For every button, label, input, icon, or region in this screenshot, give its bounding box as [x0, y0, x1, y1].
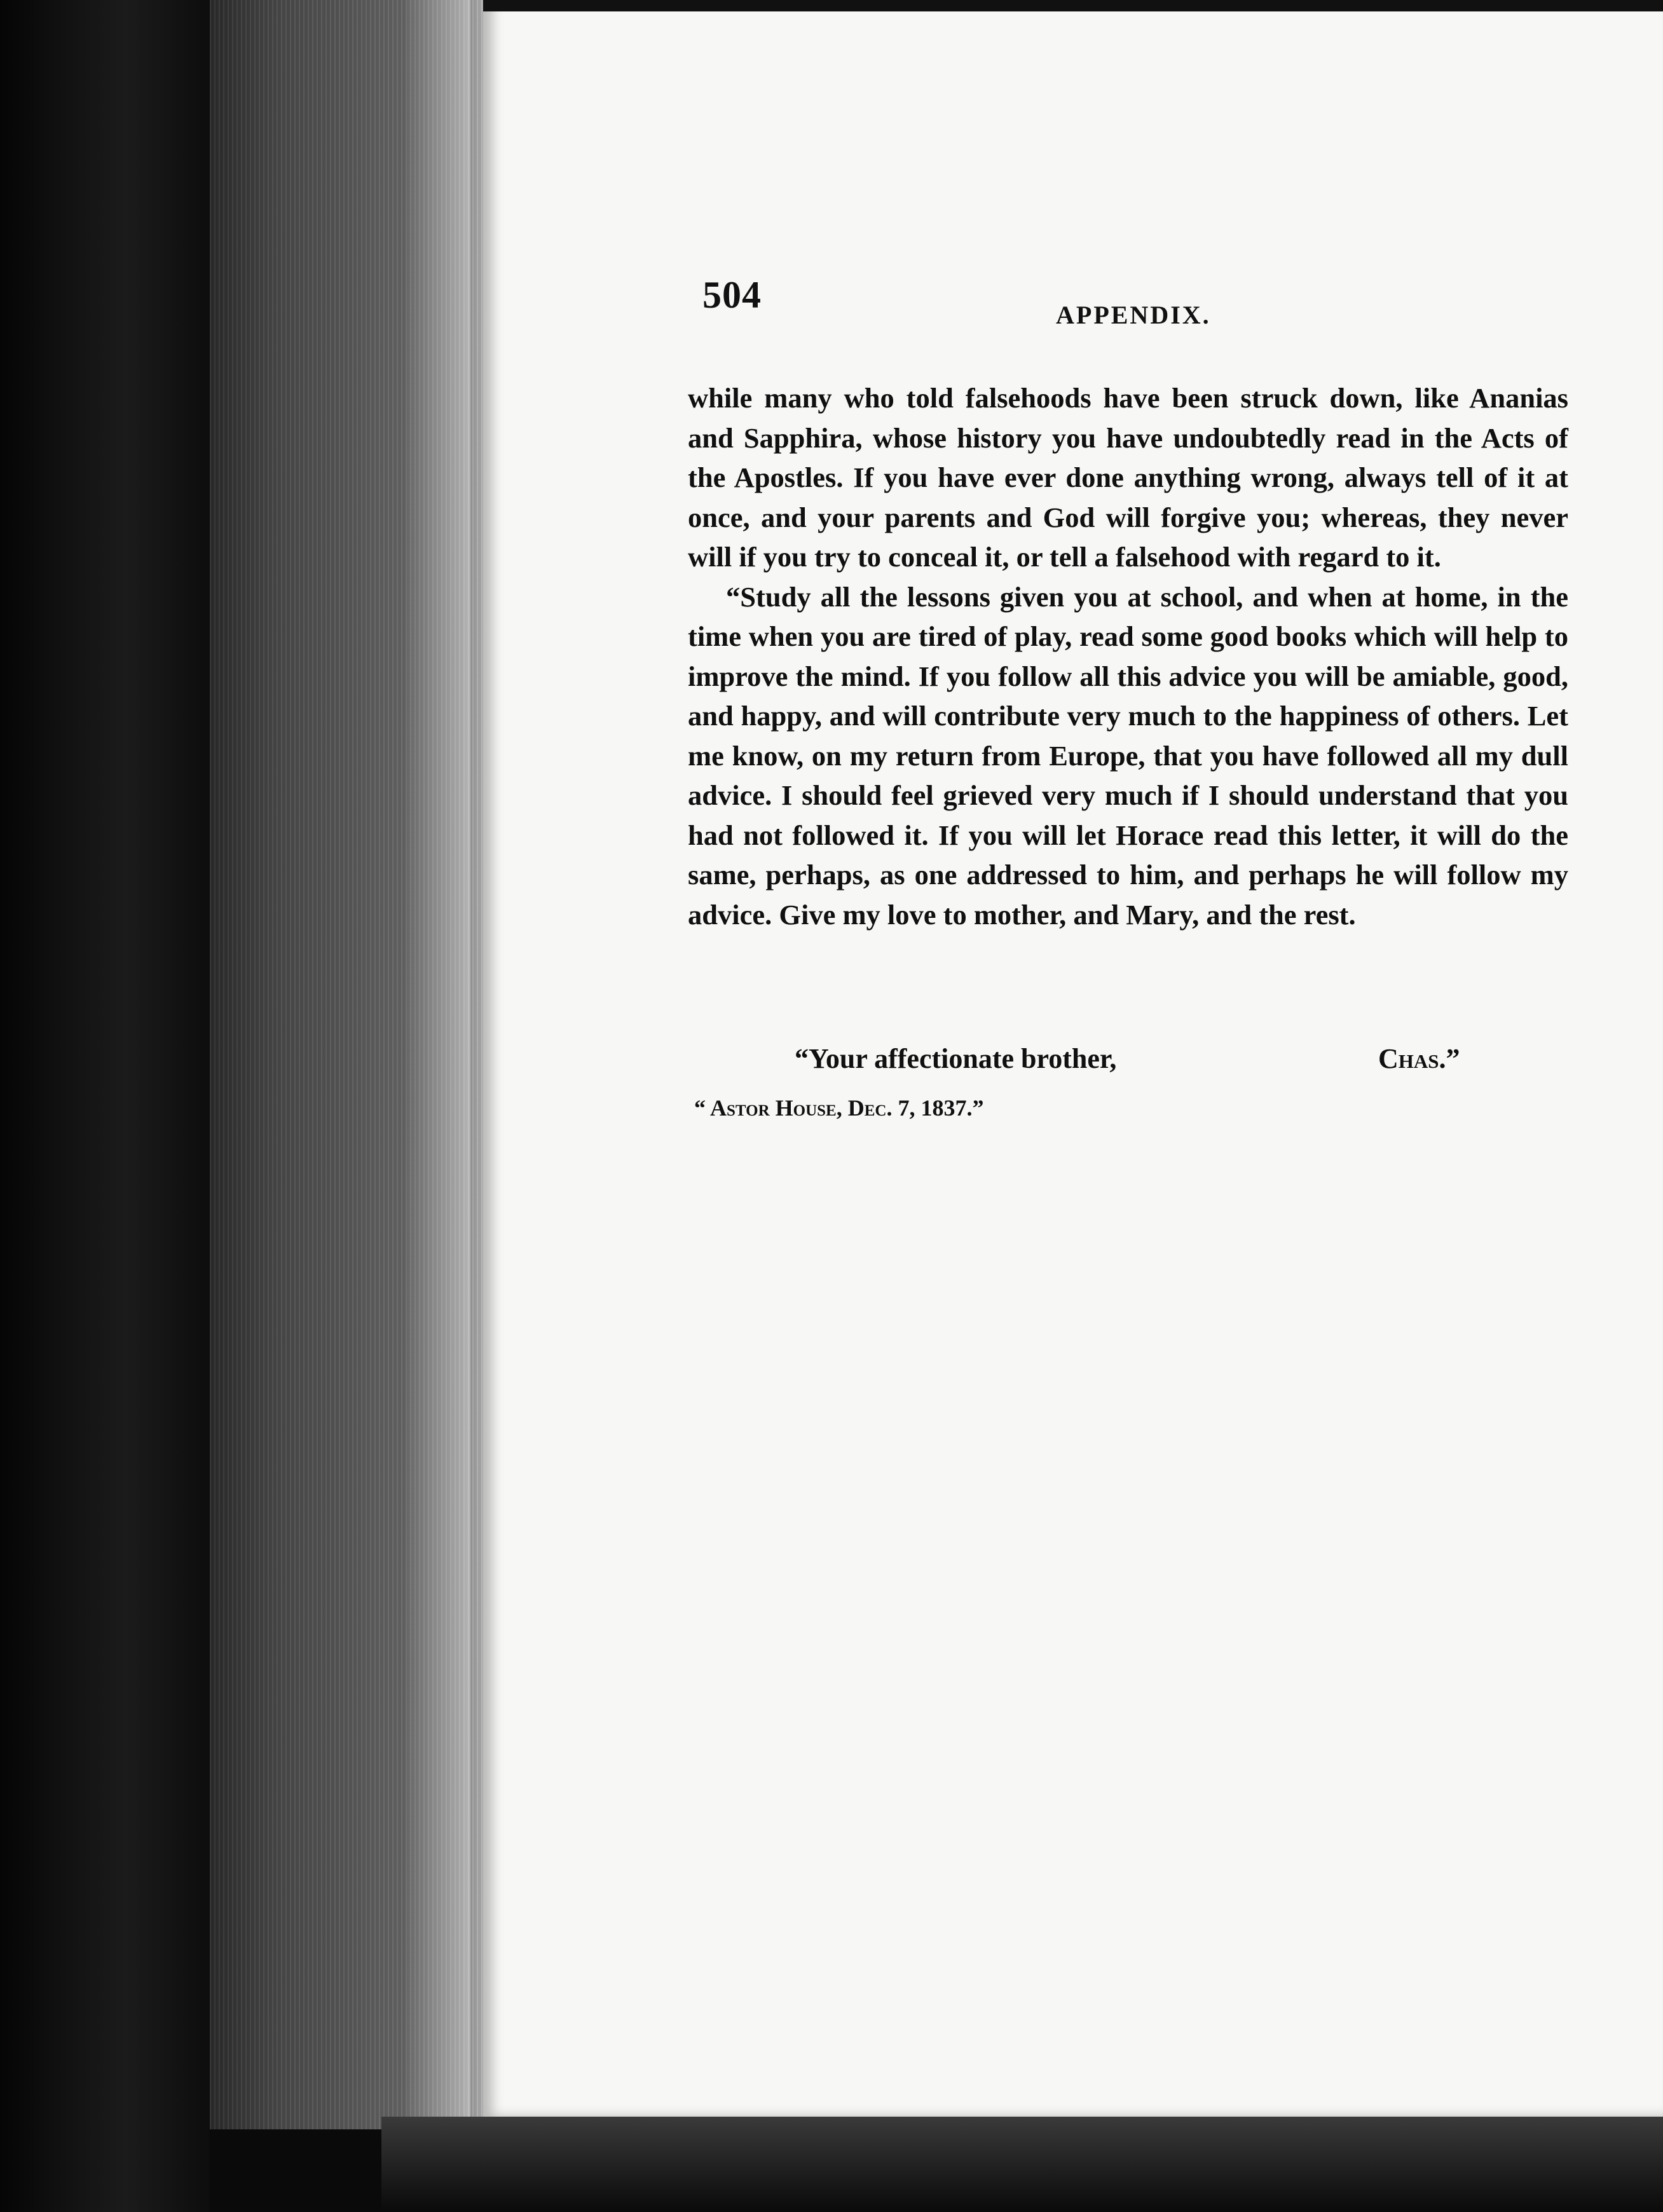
page-bottom-shadow: [381, 2117, 1663, 2212]
running-head: [702, 273, 1224, 331]
paragraph-1: while many who told falsehoods have been struck down, like Ananias and Sapphira, whose history you have undoubtedly read in the Acts of the Apostles. If you have ever done anything wrong, always tell of it at once, and your parents and God will forgive you; whereas, they never will if you try to conceal it, or tell a falsehood with regard to it.: [688, 382, 1568, 573]
closing-salutation: “Your affectionate brother,: [795, 1043, 1117, 1074]
paragraph-2: “Study all the lessons given you at school, and when at home, in the time when you are tired of play, read some good books which will help to improve the mind. If you follow all this advice you will be amiable, good, and happy, and will contribute very much to the happiness of others. Let me know, on my return from Europe, that you have followed all my dull advice. I should feel grieved very much if I should understand that you had not followed it. If you will let Horace read this letter, it will do the same, perhaps, as one addressed to him, and perhaps he will follow my advice. Give my love to mother, and Mary, and the rest.: [688, 580, 1568, 931]
page-top-shadow: [483, 0, 1663, 11]
page-number: 504: [702, 274, 762, 316]
page-stack-highlight: [407, 0, 470, 2126]
book-spine: [0, 0, 210, 2212]
section-title: APPENDIX.: [1056, 301, 1211, 329]
signature: Chas.”: [1378, 1043, 1460, 1074]
letter-body: [688, 378, 1568, 934]
letter-closing: [795, 1042, 1507, 1081]
dateline: “ Astor House, Dec. 7, 1837.”: [694, 1095, 984, 1121]
